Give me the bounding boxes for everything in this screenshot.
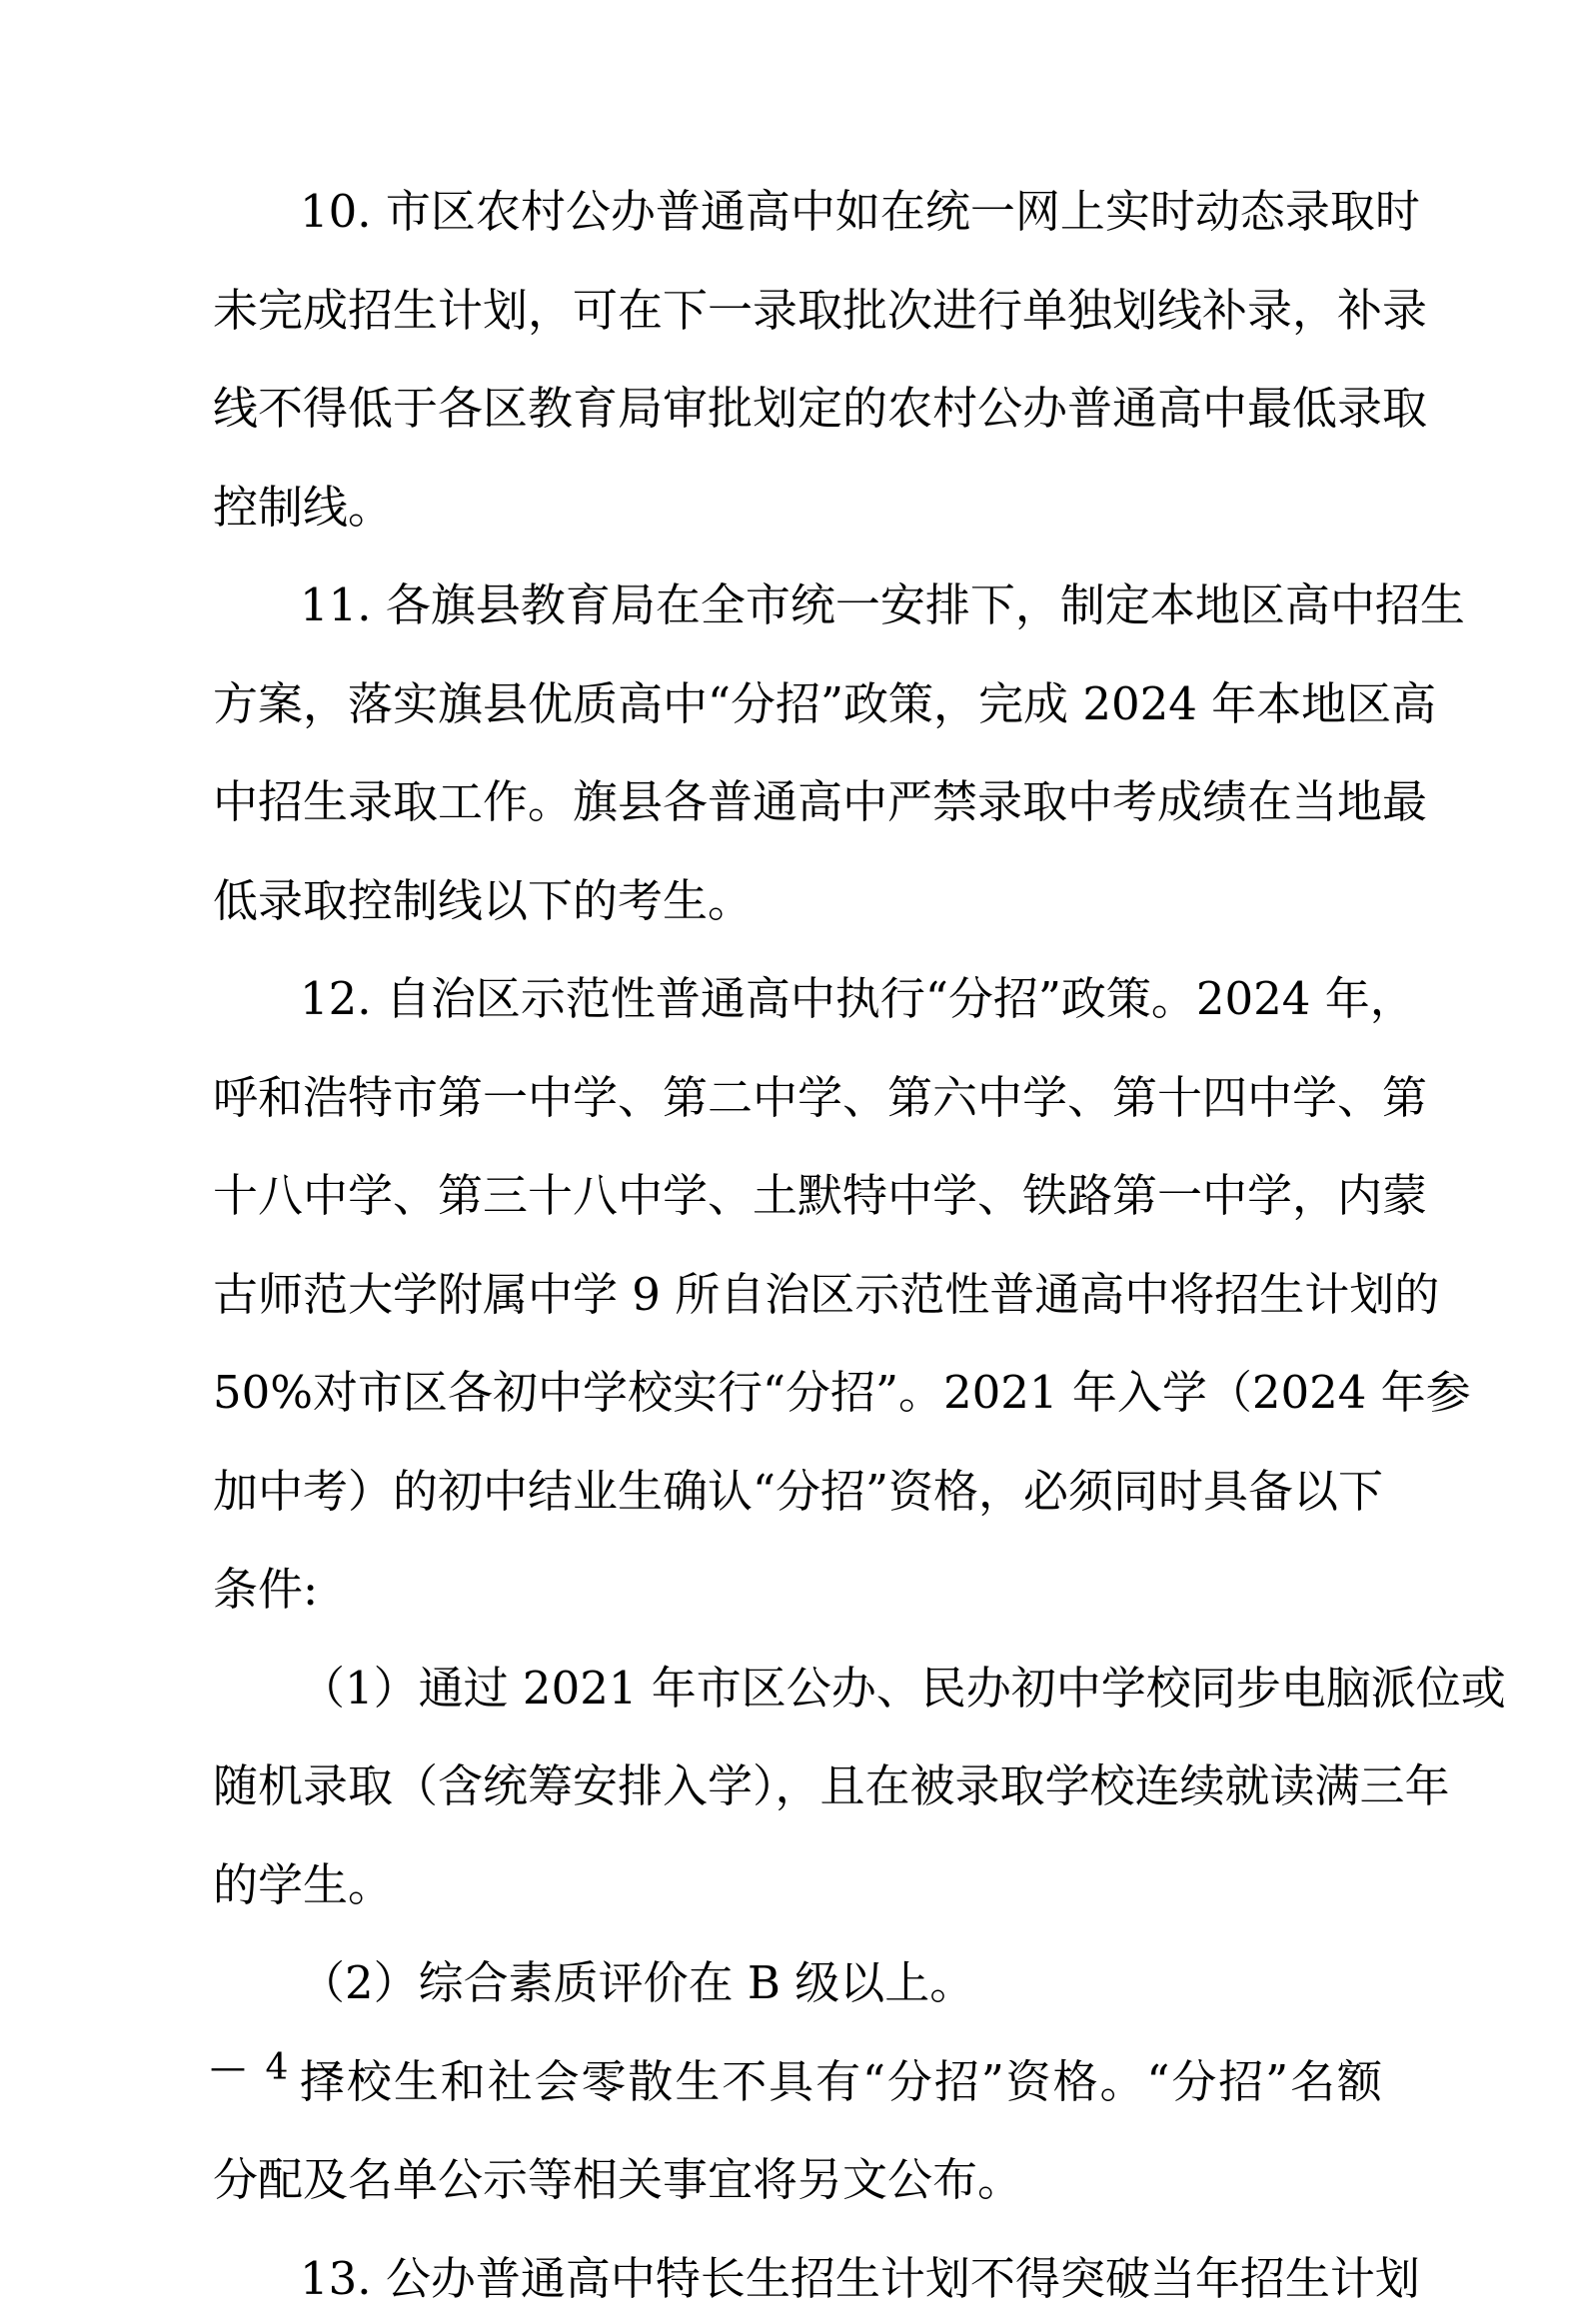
text-line: 12. 自治区示范性普通高中执行“分招”政策。2024 年， [300,972,1415,1025]
text-line: 十八中学、第三十八中学、土默特中学、铁路第一中学，内蒙 [213,1169,1428,1222]
text-line: 呼和浩特市第一中学、第二中学、第六中学、第十四中学、第 [213,1071,1428,1124]
text-line: 11. 各旗县教育局在全市统一安排下，制定本地区高中招生 [300,579,1465,631]
text-line: 低录取控制线以下的考生。 [213,874,754,927]
text-line: （2）综合素质评价在 B 级以上。 [300,1956,975,2009]
text-line: 方案，落实旗县优质高中“分招”政策，完成 2024 年本地区高 [213,677,1437,730]
text-line: 50%对市区各初中学校实行“分招”。2021 年入学（2024 年参 [213,1366,1471,1419]
page-number: — 4 — [210,2047,348,2088]
text-line: 线不得低于各区教育局审批划定的农村公办普通高中最低录取 [213,382,1428,435]
text-line: 控制线。 [213,481,394,534]
text-line: 条件: [213,1563,319,1616]
text-line: 古师范大学附属中学 9 所自治区示范性普通高中将招生计划的 [213,1268,1440,1321]
text-line: 13. 公办普通高中特长生招生计划不得突破当年招生计划 [300,2252,1420,2305]
text-line: 随机录取（含统筹安排入学），且在被录取学校连续就读满三年 [213,1759,1450,1812]
text-line: 分配及名单公示等相关事宜将另文公布。 [213,2153,1023,2206]
text-line: 的学生。 [213,1858,394,1911]
text-line: 择校生和社会零散生不具有“分招”资格。“分招”名额 [300,2055,1382,2108]
text-line: （1）通过 2021 年市区公办、民办初中学校同步电脑派位或 [300,1662,1506,1715]
text-line: 加中考）的初中结业生确认“分招”资格，必须同时具备以下 [213,1465,1384,1518]
text-line: 中招生录取工作。旗县各普通高中严禁录取中考成绩在当地最 [213,775,1428,828]
text-line: 10. 市区农村公办普通高中如在统一网上实时动态录取时 [300,185,1420,238]
text-line: 未完成招生计划，可在下一录取批次进行单独划线补录，补录 [213,284,1428,337]
